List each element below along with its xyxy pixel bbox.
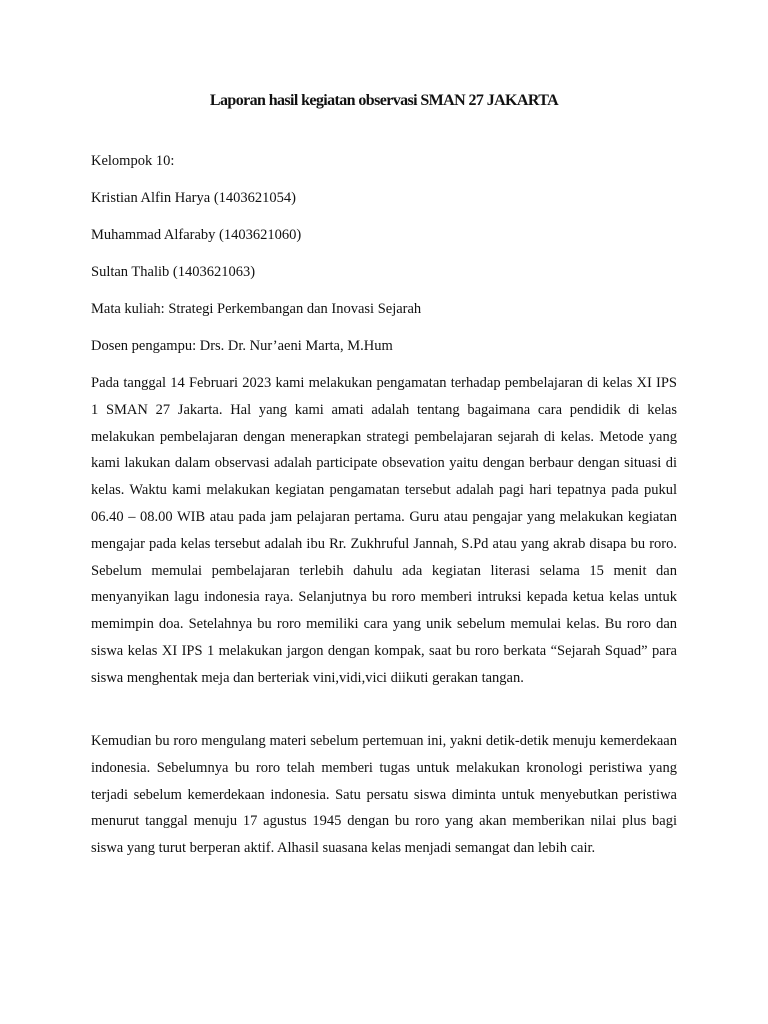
lecturer-name: Dosen pengampu: Drs. Dr. Nur’aeni Marta, M.Hum	[91, 338, 393, 354]
course-name: Mata kuliah: Strategi Perkembangan dan Inovasi Sejarah	[91, 301, 422, 317]
document-title: Laporan hasil kegiatan observasi SMAN 27 JAKARTA	[209, 92, 559, 109]
member-name: Muhammad Alfaraby (1403621060)	[91, 227, 302, 243]
body-paragraph: Kemudian bu roro mengulang materi sebelum pertemuan ini, yakni detik-detik menuju kemerdekaan indonesia. Sebelumnya bu roro telah memberi tugas untuk melakukan kronologi peristiwa yang terjadi sebelum kemerdekaan indonesia. Satu persatu siswa diminta untuk menyebutkan peristiwa menurut tanggal menuju 17 agustus 1945 dengan bu roro yang akan memberikan nilai plus bagi siswa yang turut berperan aktif. Alhasil suasana kelas menjadi semangat dan lebih cair.	[91, 733, 677, 857]
group-label: Kelompok 10:	[91, 153, 175, 169]
member-name: Sultan Thalib (1403621063)	[91, 264, 256, 280]
body-paragraph: Pada tanggal 14 Februari 2023 kami melakukan pengamatan terhadap pembelajaran di kelas XI IPS 1 SMAN 27 Jakarta. Hal yang kami amati adalah tentang bagaimana cara pendidik di kelas melakukan pembelajaran dengan menerapkan strategi pembelajaran sejarah di kelas. Metode yang kami lakukan dalam observasi adalah participate obsevation yaitu dengan berbaur dengan situasi di kelas. Waktu kami melakukan kegiatan pengamatan tersebut adalah pagi hari tepatnya pada pukul 06.40 – 08.00 WIB atau pada jam pelajaran pertama. Guru atau pengajar yang melakukan kegiatan mengajar pada kelas tersebut adalah ibu Rr. Zukhruful Jannah, S.Pd atau yang akrab disapa bu roro. Sebelum memulai pembelajaran terlebih dahulu ada kegiatan literasi selama 15 menit dan menyanyikan lagu indonesia raya. Selanjutnya bu roro memberi intruksi kepada ketua kelas untuk memimpin doa. Setelahnya bu roro memiliki cara yang unik sebelum memulai kelas. Bu roro dan siswa kelas XI IPS 1 melakukan jargon dengan kompak, saat bu roro berkata “Sejarah Squad” para siswa menghentak meja dan berteriak vini,vidi,vici diikuti gerakan tangan.	[91, 375, 677, 686]
member-name: Kristian Alfin Harya (1403621054)	[91, 190, 296, 206]
